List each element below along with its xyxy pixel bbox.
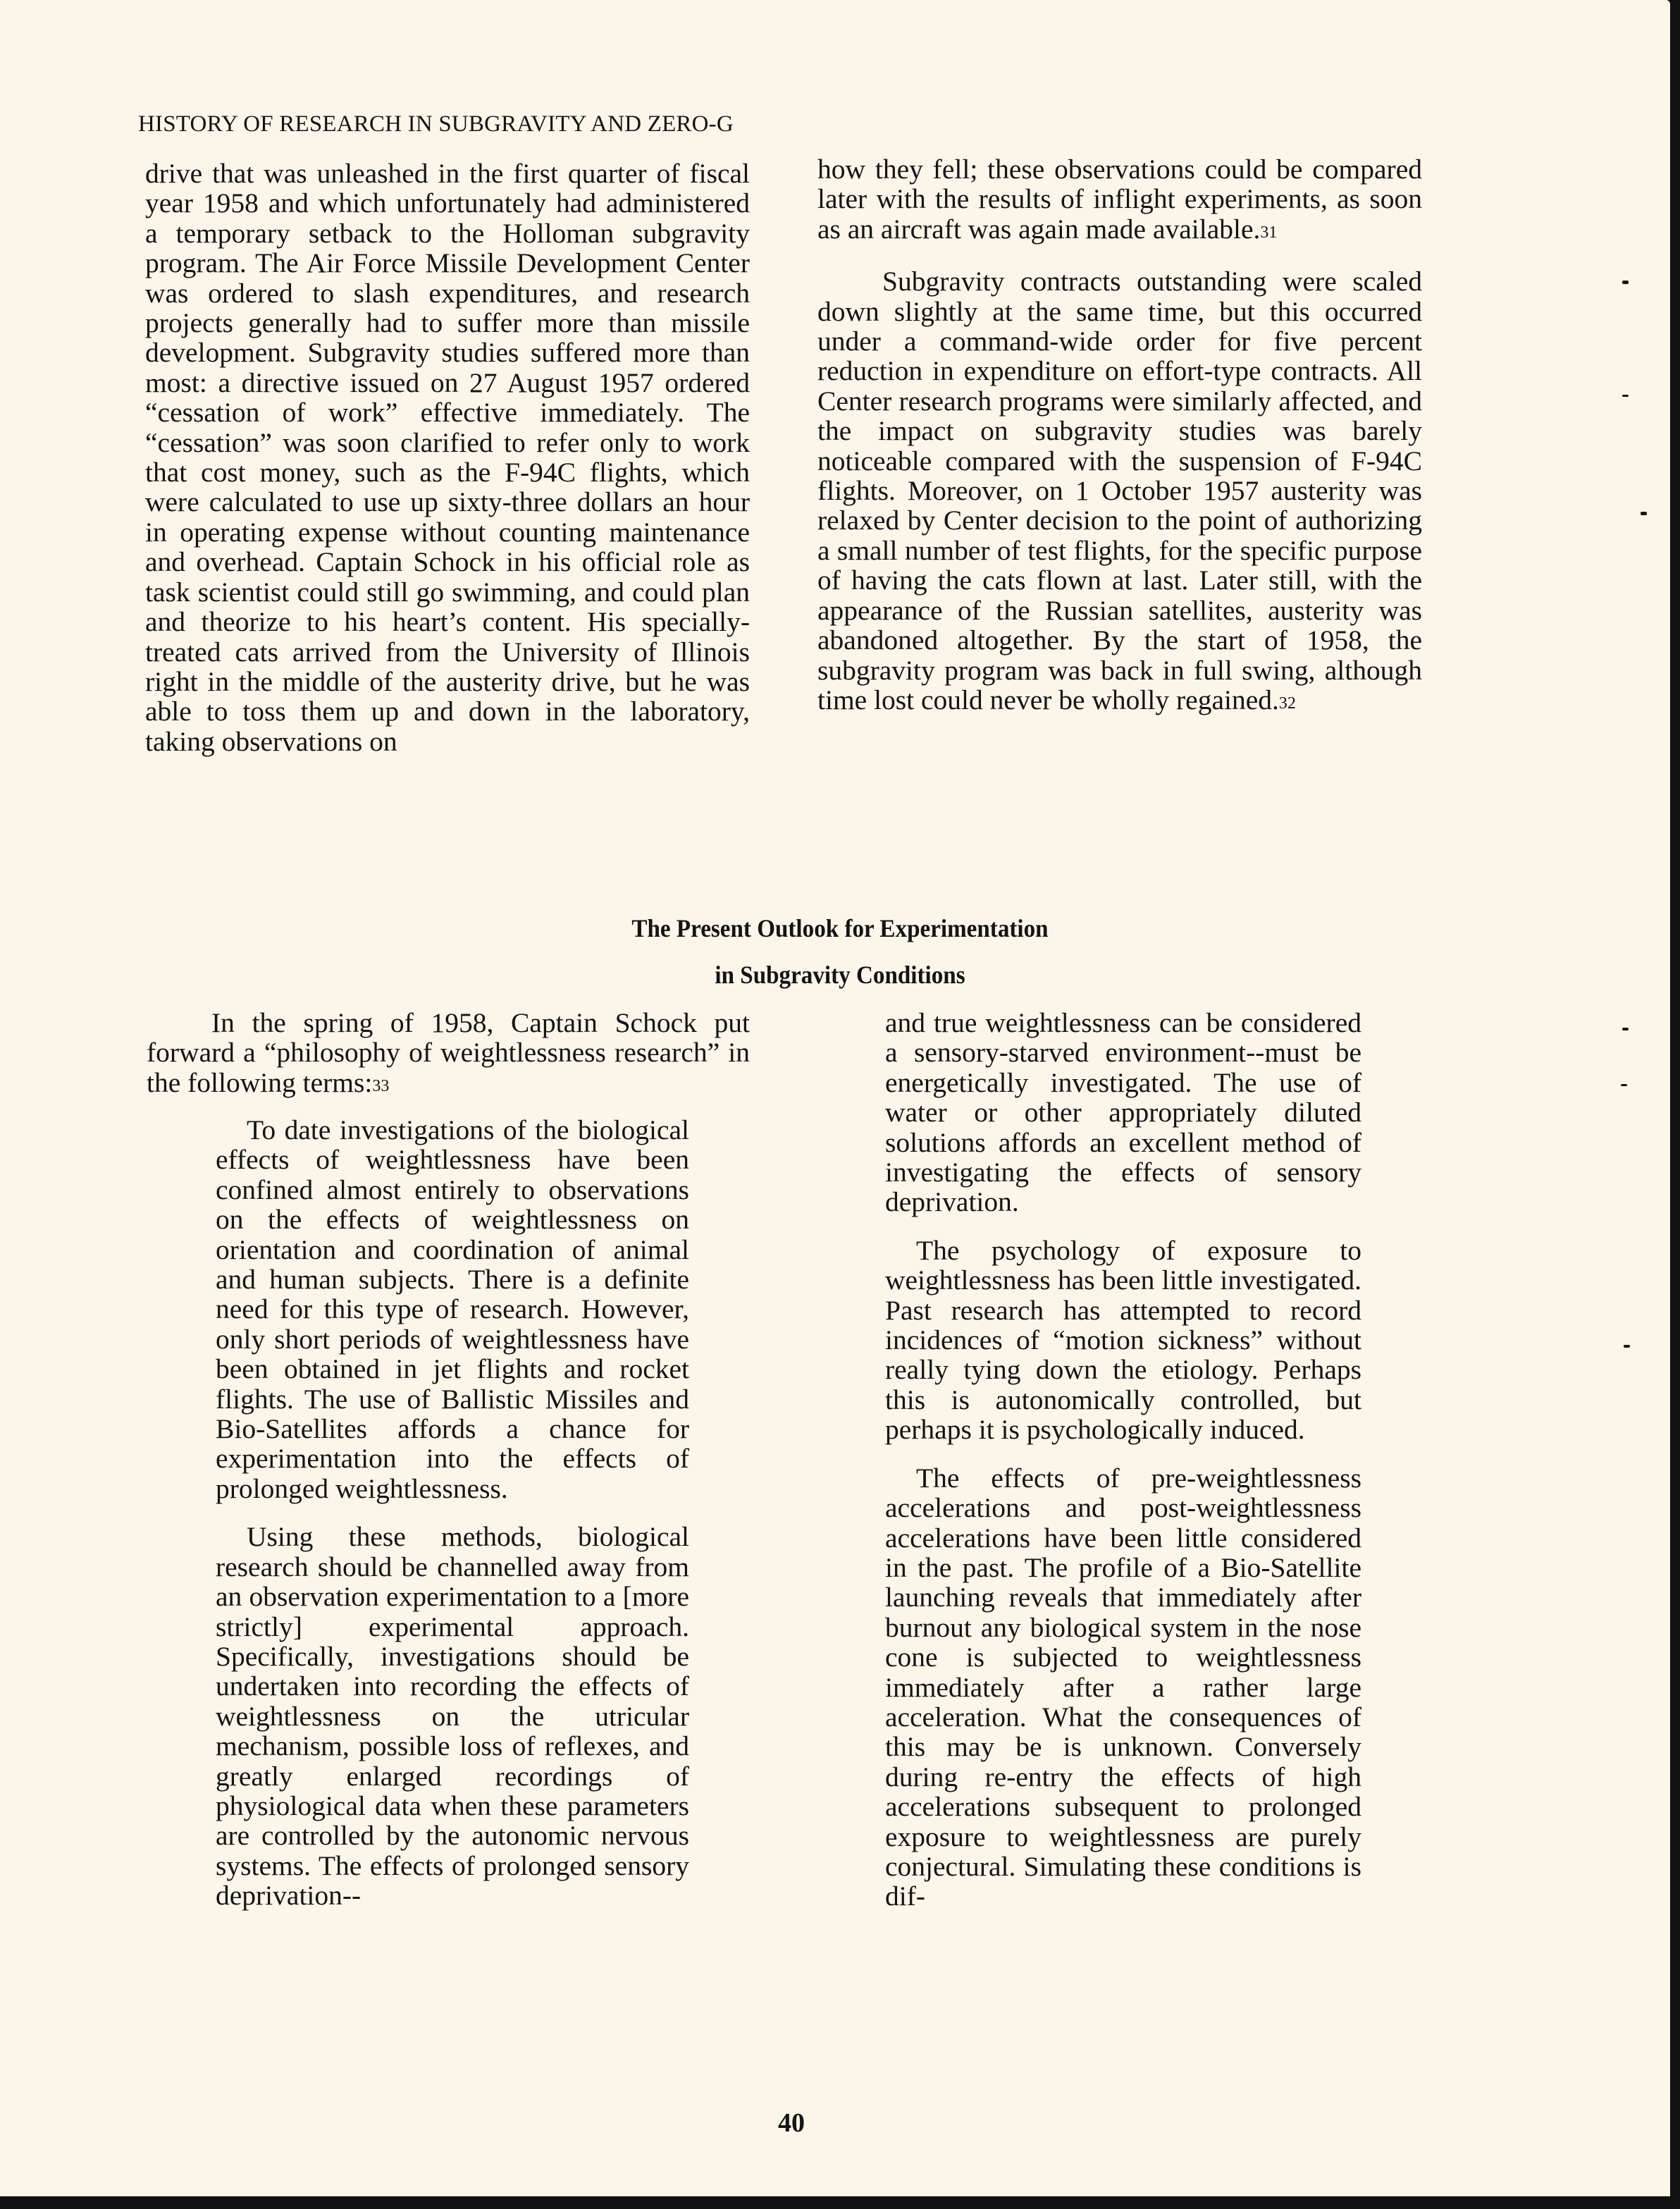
quote-paragraph: The effects of pre-weightlessness accelerations and post-weightlessness accelerations have been little considered in the past. The profile of a Bio-Satellite launching reveals that immediately after burnout any biological system in the nose cone is subjected to weightlessness immediately after a rather large acceleration. What the consequences of this may be is unknown. Conversely during re-entry the effects of high accelerations subsequent to prolonged exposure to weightlessness are purely conjectural. Simulating these conditions is dif-	[885, 1462, 1361, 1912]
scan-mark	[1622, 281, 1629, 284]
footnote-ref: 32	[1278, 694, 1296, 713]
footnote-ref: 31	[1260, 223, 1278, 242]
section-heading-line-1: The Present Outlook for Experimentation	[631, 914, 1049, 942]
scan-mark	[1624, 1345, 1630, 1348]
scan-mark	[1622, 395, 1629, 397]
block-quote-left	[216, 1115, 689, 1911]
paragraph-text: Subgravity contracts outstanding were scaled down slightly at the same time, but this occurred under a command-wide order for five percent reduction in expenditure on effort-type contracts. All Center research programs were similarly affected, and the impact on subgravity studies was barely noticeable compared with the suspension of F-94C flights. Moreover, on 1 October 1957 austerity was relaxed by Center decision to the point of authorizing a small number of test flights, for the specific purpose of having the cats flown at last. Later still, with the appearance of the Russian satellites, austerity was abandoned altogether. By the start of 1958, the subgravity program was back in full swing, although time lost could never be wholly regained.	[817, 266, 1422, 715]
body-paragraph: drive that was unleashed in the first quarter of fiscal year 1958 and which unfortunately had administered a temporary setback to the Holloman subgravity program. The Air Force Missile Development Center was ordered to slash expenditures, and research projects generally had to suffer more than missile development. Subgravity studies suffered more than most: a directive issued on 27 August 1957 ordered “cessation of work” effective immediately. The “cessation” was soon clarified to refer only to work that cost money, such as the F-94C flights, which were calculated to use up sixty-three dollars an hour in operating expense without counting maintenance and overhead. Captain Schock in his official role as task scientist could still go swimming, and could plan and theorize to his heart’s content. His specially-treated cats arrived from the University of Illinois right in the middle of the austerity drive, but he was able to toss them up and down in the laboratory, taking observations on	[145, 158, 750, 757]
paragraph-text: how they fell; these observations could be compared later with the results of inflight experiments, as soon as an aircraft was again made available.	[817, 154, 1422, 245]
intro-paragraph-block	[147, 1008, 750, 1102]
quote-paragraph: and true weightlessness can be considered a sensory-starved environment--must be energetically investigated. The use of water or other appropriately diluted solutions affords an excellent method of investigating the effects of sensory deprivation.	[885, 1007, 1361, 1218]
body-paragraph	[817, 266, 1422, 719]
footnote-ref: 33	[372, 1076, 390, 1095]
scan-mark	[1641, 512, 1647, 515]
top-left-column	[145, 159, 750, 756]
quote-paragraph: Using these methods, biological research should be channelled away from an observation experimentation to a [more strictly] experimental approach. Specifically, investigations should be undertaken into recording the effects of weightlessness on the utricular mechanism, possible loss of reflexes, and greatly enlarged recordings of physiological data when these parameters are controlled by the autonomic nervous systems. The effects of prolonged sensory deprivation--	[216, 1521, 689, 1912]
running-head: HISTORY OF RESEARCH IN SUBGRAVITY AND ZERO-G	[138, 111, 734, 137]
scan-mark	[1622, 1028, 1629, 1030]
quote-paragraph: The psychology of exposure to weightlessness has been little investigated. Past research has attempted to record incidences of “motion sickness” without really tying down the etiology. Perhaps this is autonomically controlled, but perhaps it is psychologically induced.	[885, 1234, 1361, 1446]
page-number: 40	[778, 2108, 805, 2138]
paragraph-text: In the spring of 1958, Captain Schock put forward a “philosophy of weightlessness research” in the following terms:	[147, 1007, 750, 1098]
body-paragraph	[817, 154, 1422, 248]
top-right-column	[817, 154, 1422, 719]
body-paragraph	[147, 1008, 750, 1102]
section-heading-line-2: in Subgravity Conditions	[715, 961, 965, 989]
scan-mark	[1621, 1084, 1627, 1086]
quote-paragraph: To date investigations of the biological effects of weightlessness have been confined almost entirely to observations on the effects of weightlessness on orientation and coordination of animal and human subjects. There is a definite need for this type of research. However, only short periods of weightlessness have been obtained in jet flights and rocket flights. The use of Ballistic Missiles and Bio-Satellites affords a chance for experimentation into the effects of prolonged weightlessness.	[216, 1114, 689, 1504]
block-quote-right	[885, 1008, 1361, 1912]
